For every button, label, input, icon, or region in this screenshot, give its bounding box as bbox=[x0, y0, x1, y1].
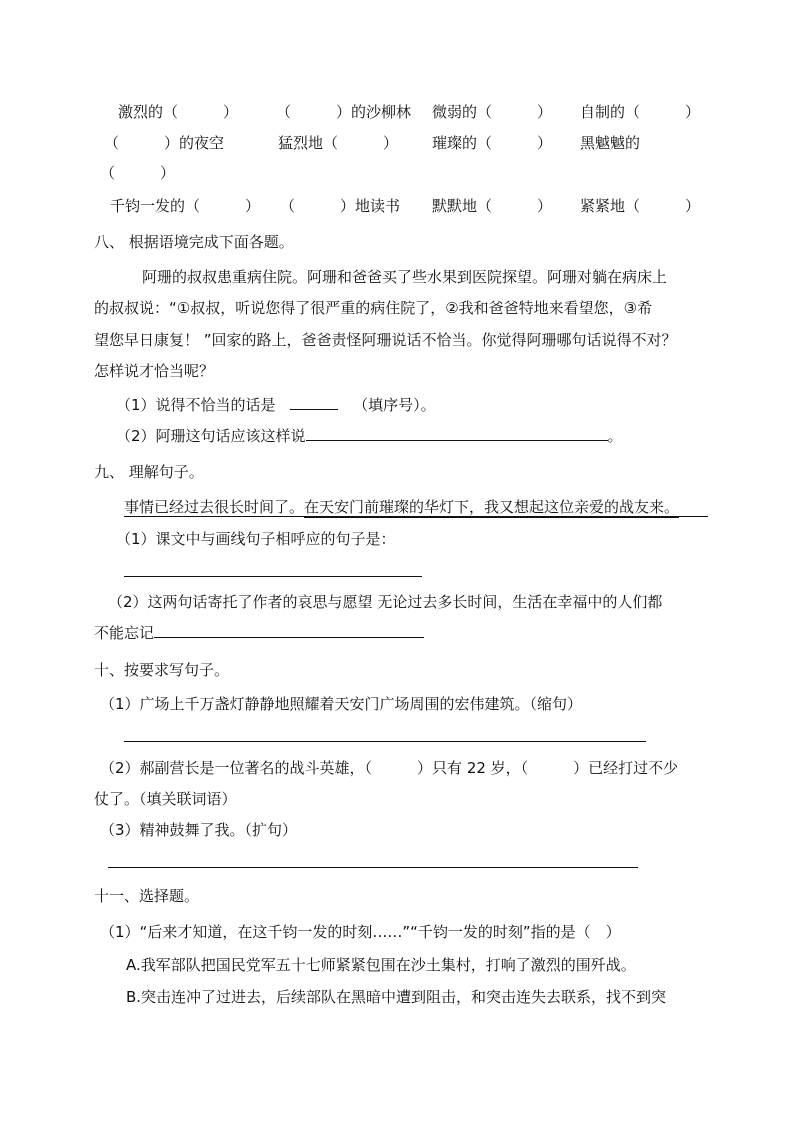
word-item: （ ）的沙柳林 bbox=[276, 103, 412, 121]
option-a[interactable]: A.我军部队把国民党军五十七师紧紧包围在沙土集村，打响了激烈的围歼战。 bbox=[126, 956, 636, 974]
paragraph-line: 怎样说才恰当呢？ bbox=[94, 362, 215, 380]
question-10-1: （1）广场上千万盏灯静静地照耀着天安门广场周围的宏伟建筑。（缩句） bbox=[100, 695, 583, 713]
question-10-3: （3）精神鼓舞了我。（扩句） bbox=[100, 821, 298, 839]
question-8-2 bbox=[116, 426, 623, 446]
question-text: 不能忘记 bbox=[94, 624, 155, 642]
word-item: （ ） bbox=[100, 164, 176, 182]
word-item: 默默地（ ） bbox=[432, 197, 553, 215]
answer-blank[interactable] bbox=[154, 623, 424, 638]
word-item: （ ）的夜空 bbox=[104, 134, 225, 152]
section-8-heading: 八、 根据语境完成下面各题。 bbox=[94, 233, 294, 251]
question-10-2-line1: （2）郝副营长是一位著名的战斗英雄，（ ）只有 22 岁，（ ）已经打过不少 bbox=[100, 759, 679, 777]
question-10-2-line2: 仗了。（填关联词语） bbox=[94, 790, 237, 808]
paragraph-line: 的叔叔说：“①叔叔，听说您得了很严重的病住院了，②我和爸爸特地来看望您，③希 bbox=[94, 299, 653, 317]
section-10-heading: 十、按要求写句子。 bbox=[94, 661, 230, 679]
question-9-2-line1: （2）这两句话寄托了作者的哀思与愿望 无论过去多长时间，生活在幸福中的人们都 bbox=[108, 593, 663, 611]
quoted-sentence bbox=[124, 497, 679, 517]
answer-line[interactable] bbox=[124, 741, 646, 742]
paragraph-line: 望您早日康复！ ”回家的路上，爸爸责怪阿珊说话不恰当。你觉得阿珊哪句话说得不对？ bbox=[94, 331, 677, 349]
sentence-plain: 事情已经过去很长时间了。 bbox=[124, 498, 305, 516]
question-11-1: （1）“后来才知道，在这千钧一发的时刻……”“千钧一发的时刻”指的是（ ） bbox=[100, 923, 621, 941]
word-item: 猛烈地（ ） bbox=[278, 134, 399, 152]
question-text: （2）阿珊这句话应该这样说 bbox=[116, 427, 306, 445]
underline-rule bbox=[124, 516, 708, 517]
question-text: 。 bbox=[607, 427, 623, 445]
word-item: 紧紧地（ ） bbox=[580, 197, 701, 215]
question-text: （填序号）。 bbox=[353, 396, 436, 414]
sentence-underlined: 在天安门前璀璨的华灯下，我又想起这位亲爱的战友来。 bbox=[304, 498, 680, 516]
section-11-heading: 十一、选择题。 bbox=[94, 887, 200, 905]
word-item: 璀璨的（ ） bbox=[432, 134, 553, 152]
word-row-3 bbox=[0, 163, 794, 183]
word-item: （ ）地读书 bbox=[280, 197, 401, 215]
word-row-1 bbox=[0, 102, 794, 122]
answer-line[interactable] bbox=[124, 576, 422, 577]
answer-blank[interactable] bbox=[306, 426, 608, 441]
paragraph-line: 阿珊的叔叔患重病住院。阿珊和爸爸买了些水果到医院探望。阿珊对躺在病床上 bbox=[142, 268, 668, 286]
word-row-4 bbox=[0, 196, 794, 216]
question-9-1: （1）课文中与画线句子相呼应的句子是： bbox=[116, 530, 396, 548]
question-8-1 bbox=[116, 395, 436, 415]
answer-line[interactable] bbox=[108, 867, 638, 868]
question-9-2-line2 bbox=[94, 623, 424, 643]
word-item: 自制的（ ） bbox=[580, 103, 701, 121]
word-item: 激烈的（ ） bbox=[118, 103, 239, 121]
word-item: 微弱的（ ） bbox=[432, 103, 553, 121]
question-text: （1）说得不恰当的话是 bbox=[116, 396, 276, 414]
answer-blank[interactable] bbox=[290, 395, 338, 410]
word-item: 千钧一发的（ ） bbox=[110, 197, 261, 215]
option-b[interactable]: B.突击连冲了过进去，后续部队在黑暗中遭到阻击，和突击连失去联系，找不到突 bbox=[126, 988, 667, 1006]
word-row-2 bbox=[0, 133, 794, 153]
section-9-heading: 九、 理解句子。 bbox=[94, 463, 204, 481]
word-item: 黑魆魆的 bbox=[580, 134, 641, 152]
